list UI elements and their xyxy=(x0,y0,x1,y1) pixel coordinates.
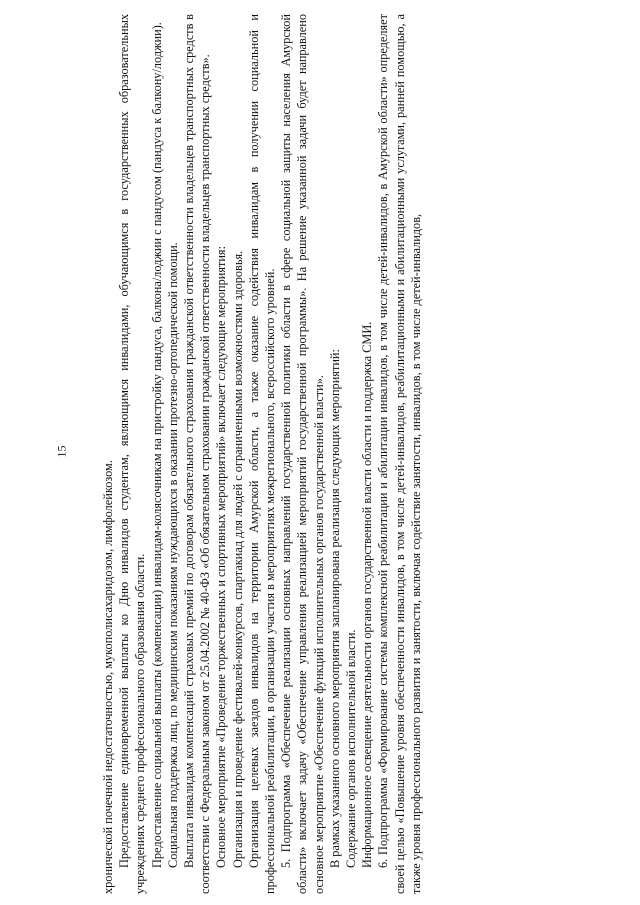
paragraph: Основное мероприятие «Проведение торжественных и спортивных мероприятий» включает следующие мероприятия: xyxy=(214,245,229,868)
paragraph: Предоставление социальной выплаты (компенсации) инвалидам-колясочникам на пристройку пандуса, балкона/лоджии с пандусом (пандуса к балкону/лоджии). xyxy=(149,22,164,868)
paragraph: Информационное освещение деятельности органов государственной власти области и поддержка СМИ. xyxy=(360,321,375,868)
paragraph: Социальная поддержка лиц, по медицинским показаниям нуждающихся в оказании протезно-ортопедической помощи. xyxy=(165,242,180,868)
paragraph: Выплата инвалидам компенсаций страховых премий по договорам обязательного страхования гражданской ответственности владельцев транспортных средств в соответствии с Федеральным законом от 25.04.2002 № 40-ФЗ «Об обязательном страховании гражданской ответственности владельцев транспортных средств». xyxy=(182,14,213,894)
paragraph: 6. Подпрограмма «Формирование системы комплексной реабилитации и абилитации инвалидов, в том числе детей-инвалидов, в Амурской области» определяет своей целью «Повышение уровня обеспеченности инвалидов, в том числе детей-инвалидов, реабилитационными и абилитационными услугами, ранней помощью, а также уровня профессионального развития и занятости, включая содействие занятости, инвалидов, в том числе детей-инвалидов, xyxy=(376,14,423,894)
document-page xyxy=(100,14,570,894)
paragraph: Содержание органов исполнительной власти. xyxy=(344,629,359,868)
document-body xyxy=(100,14,424,894)
paragraph: Организация целевых заездов инвалидов на территории Амурской области, а также оказание содействия инвалидам в получении социальной и профессиональной реабилитации, в организации участия в мероприятиях межрегионального, всероссийского уровней. xyxy=(246,14,278,894)
page-number: 15 xyxy=(54,445,69,458)
paragraph: 5. Подпрограмма «Обеспечение реализации основных направлений государственной политики области в сфере социальной защиты населения Амурской области» включает задачу «Обеспечение управления реализацией мероприятий государственной программы». На решение указанной задачи будет направлено основное мероприятие «Обеспечение функций исполнительных органов государственной власти». xyxy=(279,14,326,894)
paragraph: Организация и проведение фестивалей-конкурсов, спартакиад для людей с ограниченными возможностями здоровья. xyxy=(230,250,245,868)
paragraph: В рамках указанного основного мероприятия запланирована реализация следующих мероприятий: xyxy=(327,349,342,868)
paragraph: хронической почечной недостаточностью, мукополисахаридозом, лимфолейкозом. xyxy=(101,460,115,894)
paragraph: Предоставление единовременной выплаты ко Дню инвалидов студентам, являющимся инвалидами, обучающимся в государственных образовательных учреждениях среднего профессионального образования области. xyxy=(117,14,148,894)
